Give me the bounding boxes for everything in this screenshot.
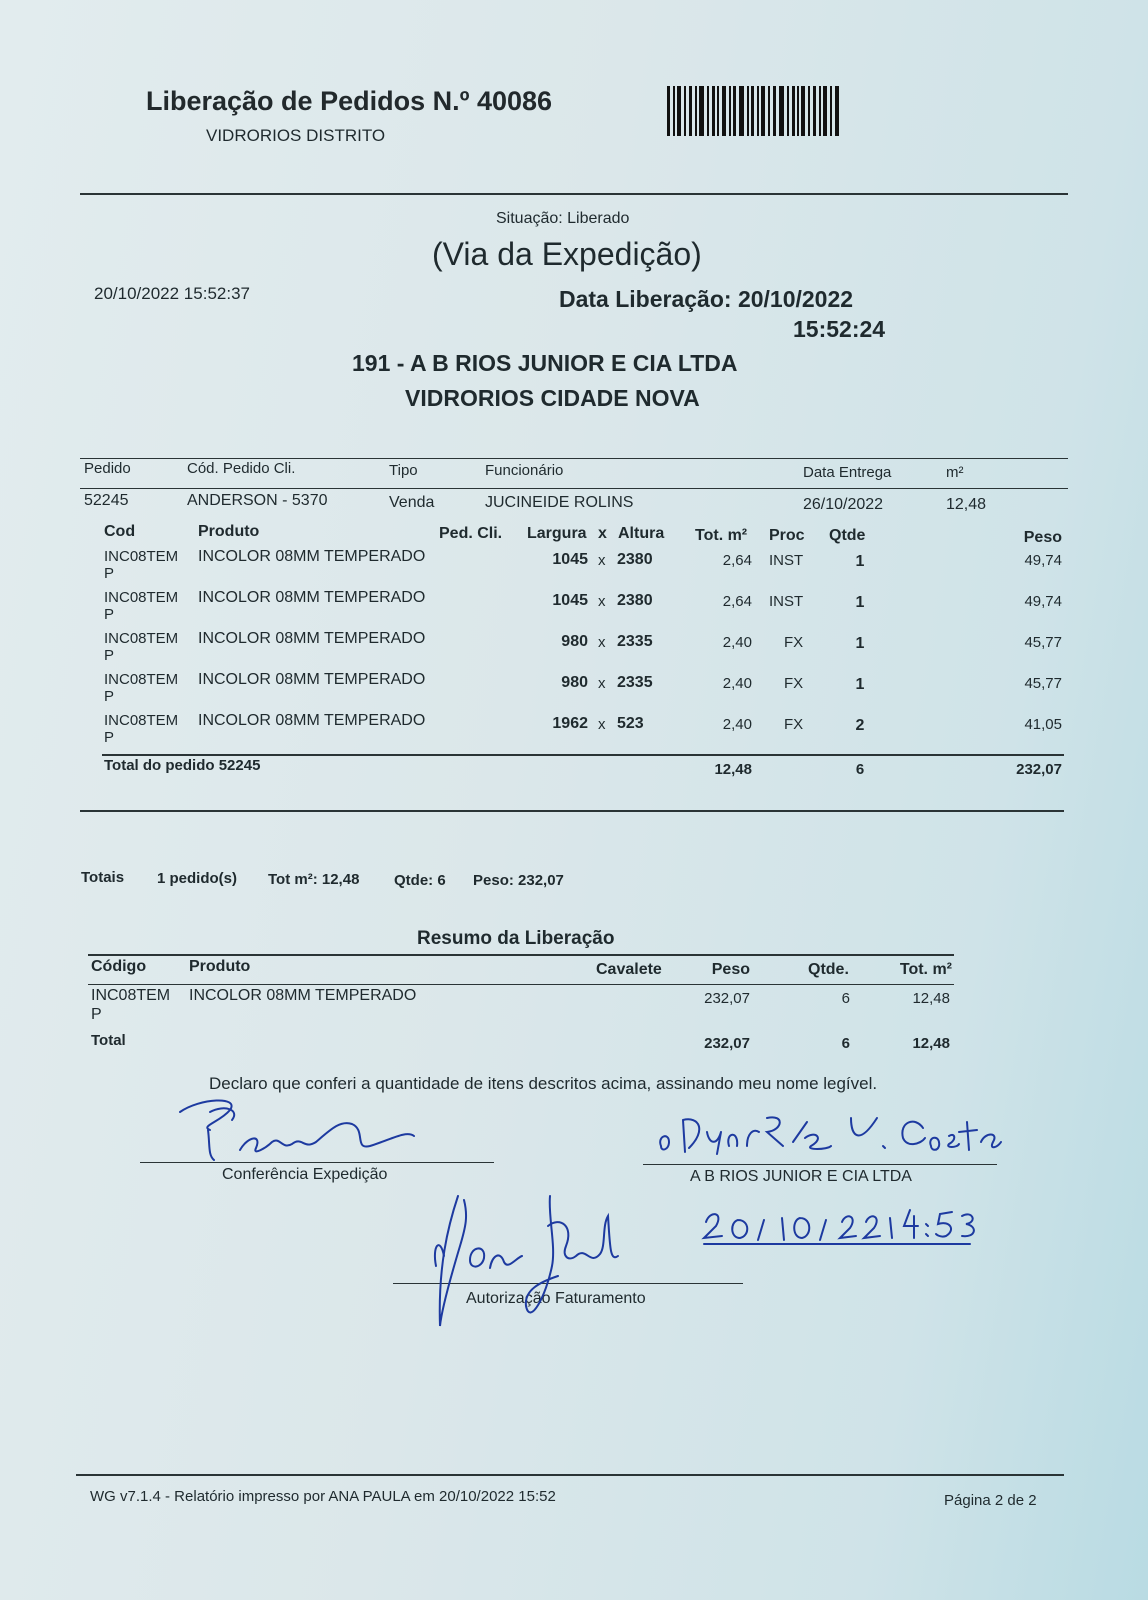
item-tot-m2: 2,40: [722, 716, 752, 733]
item-proc: FX: [784, 634, 804, 651]
item-tot-m2: 2,40: [722, 634, 752, 651]
summary-col-codigo: Código: [91, 958, 147, 975]
print-datetime: 20/10/2022 15:52:37: [94, 284, 250, 303]
autorizacao-label: Autorização Faturamento: [466, 1290, 646, 1307]
item-largura: 1045: [552, 592, 588, 609]
item-qtde: 2: [855, 717, 865, 734]
item-cod: INC08TEM: [104, 712, 179, 729]
col-tipo: Tipo: [389, 462, 418, 479]
summary-total-label: Total: [91, 1032, 126, 1049]
summary-cod: INC08TEM: [91, 987, 171, 1004]
divider: [80, 458, 1068, 459]
item-produto: INCOLOR 08MM TEMPERADO: [198, 548, 426, 565]
col-produto: Produto: [198, 523, 260, 540]
item-cod: INC08TEM: [104, 671, 179, 688]
handwritten-date-icon: [700, 1200, 980, 1256]
item-proc: FX: [784, 675, 804, 692]
order-pedido: 52245: [84, 492, 129, 509]
item-produto: INCOLOR 08MM TEMPERADO: [198, 630, 426, 647]
release-time: 15:52:24: [793, 316, 886, 342]
footer-printed-by: WG v7.1.4 - Relatório impresso por ANA PAULA em 20/10/2022 15:52: [90, 1488, 556, 1505]
item-largura: 980: [561, 633, 588, 650]
item-cod-cont: P: [104, 606, 115, 623]
summary-col-peso: Peso: [711, 961, 750, 978]
order-tipo: Venda: [389, 494, 435, 511]
item-peso: 45,77: [1024, 634, 1062, 651]
item-x: x: [598, 716, 606, 733]
item-cod-cont: P: [104, 729, 115, 746]
client-store: VIDRORIOS CIDADE NOVA: [405, 385, 700, 411]
order-total-peso: 232,07: [1016, 761, 1062, 778]
item-cod-cont: P: [104, 565, 115, 582]
totals-qtde: Qtde: 6: [394, 872, 446, 889]
totals-label: Totais: [81, 869, 125, 886]
item-cod: INC08TEM: [104, 589, 179, 606]
divider: [80, 488, 1068, 489]
col-peso: Peso: [1023, 529, 1062, 546]
barcode-icon: [667, 86, 843, 138]
divider: [102, 754, 1064, 756]
totals-pedidos: 1 pedido(s): [157, 870, 238, 887]
item-qtde: 1: [855, 594, 865, 611]
order-total-qtde: 6: [855, 761, 865, 778]
summary-col-cavalete: Cavalete: [596, 961, 662, 978]
item-altura: 2380: [617, 551, 653, 568]
item-altura: 2335: [617, 674, 653, 691]
col-ped-cli: Ped. Cli.: [439, 525, 503, 542]
col-pedido: Pedido: [84, 460, 131, 477]
totals-peso: Peso: 232,07: [473, 872, 564, 889]
item-qtde: 1: [855, 635, 865, 652]
item-peso: 41,05: [1024, 716, 1062, 733]
document-title: Liberação de Pedidos N.º 40086: [146, 86, 553, 116]
item-largura: 980: [561, 674, 588, 691]
summary-total-peso: 232,07: [704, 1035, 750, 1052]
item-x: x: [598, 593, 606, 610]
item-peso: 45,77: [1024, 675, 1062, 692]
col-m2: m²: [946, 464, 964, 481]
col-qtde: Qtde: [829, 527, 866, 544]
signature-company-icon: [655, 1106, 1005, 1164]
item-qtde: 1: [855, 676, 865, 693]
divider: [80, 193, 1068, 195]
item-cod-cont: P: [104, 688, 115, 705]
item-altura: 2380: [617, 592, 653, 609]
item-peso: 49,74: [1024, 552, 1062, 569]
order-funcionario: JUCINEIDE ROLINS: [485, 494, 634, 511]
item-cod-cont: P: [104, 647, 115, 664]
branch-name: VIDRORIOS DISTRITO: [206, 126, 386, 145]
divider: [80, 810, 1064, 812]
item-largura: 1962: [552, 715, 588, 732]
item-produto: INCOLOR 08MM TEMPERADO: [198, 712, 426, 729]
item-x: x: [598, 675, 606, 692]
summary-title: Resumo da Liberação: [417, 928, 615, 949]
company-sign-label: A B RIOS JUNIOR E CIA LTDA: [690, 1168, 912, 1185]
summary-peso: 232,07: [704, 990, 750, 1007]
item-altura: 523: [617, 715, 644, 732]
col-largura: Largura: [527, 525, 587, 542]
item-largura: 1045: [552, 551, 588, 568]
item-tot-m2: 2,64: [722, 552, 752, 569]
col-data-entrega: Data Entrega: [803, 464, 892, 481]
item-x: x: [598, 634, 606, 651]
order-m2: 12,48: [946, 496, 987, 513]
summary-total-tot-m2: 12,48: [912, 1035, 950, 1052]
divider: [88, 954, 954, 956]
summary-total-qtde: 6: [841, 1035, 850, 1052]
item-peso: 49,74: [1024, 593, 1062, 610]
client-name: 191 - A B RIOS JUNIOR E CIA LTDA: [352, 350, 738, 376]
col-proc: Proc: [769, 527, 805, 544]
item-cod: INC08TEM: [104, 548, 179, 565]
summary-produto: INCOLOR 08MM TEMPERADO: [189, 987, 417, 1004]
order-total-label: Total do pedido 52245: [104, 757, 261, 774]
signature-line: [643, 1164, 997, 1165]
order-data-entrega: 26/10/2022: [803, 496, 884, 513]
declaration-text: Declaro que conferi a quantidade de itens descritos acima, assinando meu nome legível.: [209, 1074, 878, 1093]
item-x: x: [598, 552, 606, 569]
totals-m2: Tot m²: 12,48: [268, 871, 360, 888]
order-cod-pedido-cli: ANDERSON - 5370: [187, 492, 328, 509]
footer-page-number: Página 2 de 2: [944, 1492, 1037, 1509]
summary-col-produto: Produto: [189, 958, 251, 975]
signature-conferencia-icon: [170, 1090, 440, 1170]
conferencia-label: Conferência Expedição: [222, 1166, 388, 1183]
col-cod: Cod: [104, 523, 136, 540]
summary-tot-m2: 12,48: [912, 990, 950, 1007]
divider: [88, 984, 954, 985]
release-date: Data Liberação: 20/10/2022: [559, 286, 854, 312]
summary-col-tot-m2: Tot. m²: [899, 961, 952, 978]
item-proc: INST: [769, 593, 804, 610]
item-cod: INC08TEM: [104, 630, 179, 647]
divider: [76, 1474, 1064, 1476]
order-total-m2: 12,48: [714, 761, 752, 778]
summary-qtde: 6: [841, 990, 850, 1007]
item-produto: INCOLOR 08MM TEMPERADO: [198, 589, 426, 606]
item-qtde: 1: [855, 553, 865, 570]
signature-autorizacao-icon: [430, 1186, 640, 1346]
summary-cod-cont: P: [91, 1006, 102, 1023]
item-altura: 2335: [617, 633, 653, 650]
col-funcionario: Funcionário: [485, 462, 564, 479]
status-text: Situação: Liberado: [496, 210, 630, 227]
col-x: x: [598, 525, 607, 542]
col-altura: Altura: [618, 525, 665, 542]
item-proc: INST: [769, 552, 804, 569]
item-proc: FX: [784, 716, 804, 733]
item-tot-m2: 2,40: [722, 675, 752, 692]
col-cod-pedido-cli: Cód. Pedido Cli.: [187, 460, 296, 477]
via-label: (Via da Expedição): [432, 236, 702, 272]
item-produto: INCOLOR 08MM TEMPERADO: [198, 671, 426, 688]
item-tot-m2: 2,64: [722, 593, 752, 610]
summary-col-qtde: Qtde.: [808, 961, 849, 978]
col-tot-m2: Tot. m²: [695, 527, 748, 544]
